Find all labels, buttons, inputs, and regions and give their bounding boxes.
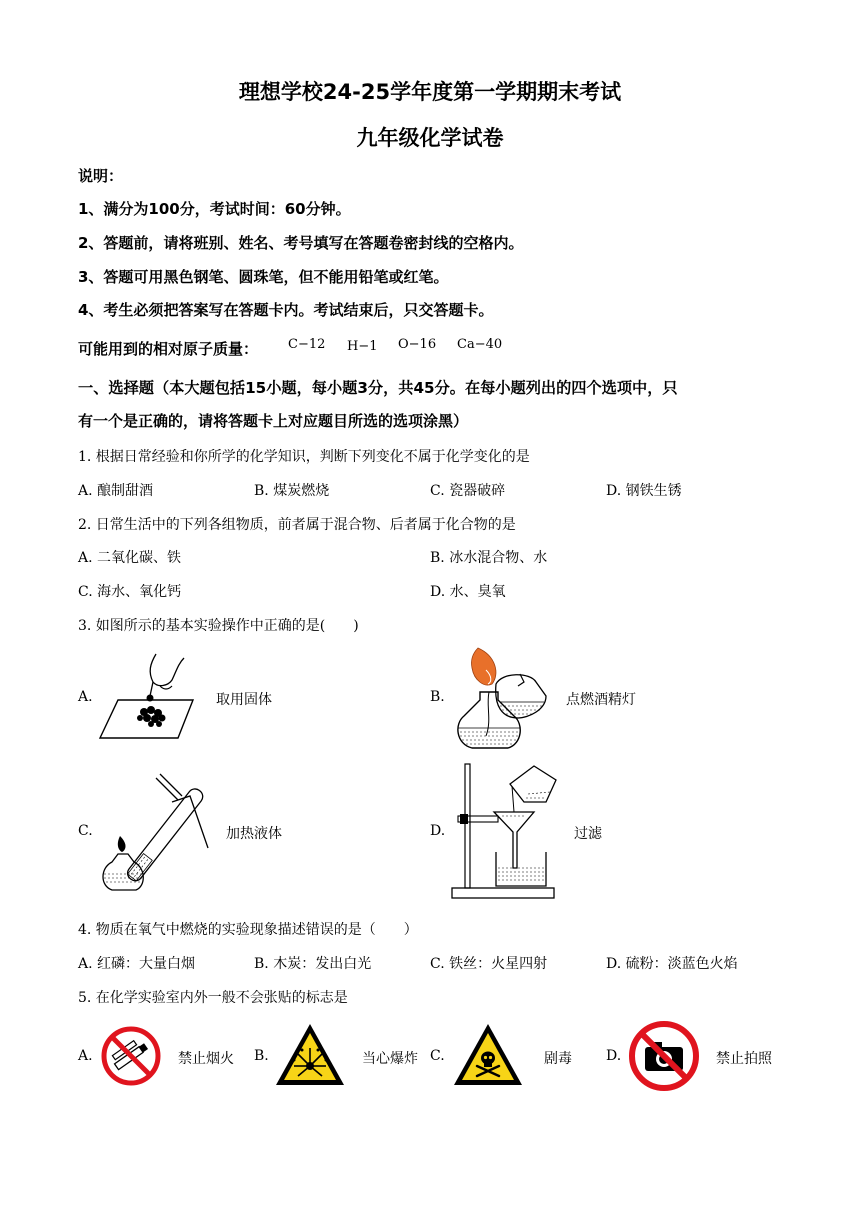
- heat-liquid-illustration: [98, 774, 212, 892]
- section1-heading-line2: 有一个是正确的，请将答题卡上对应题目所选的选项涂黑）: [78, 412, 469, 430]
- explosion-warning-sign-icon: [274, 1022, 346, 1088]
- atomic-mass-o: O−16: [398, 337, 437, 352]
- q3-caption-b: 点燃酒精灯: [566, 692, 636, 708]
- q1-option-d: D. 钢铁生锈: [606, 483, 682, 499]
- q3-stem: 3. 如图所示的基本实验操作中正确的是( ): [78, 618, 359, 634]
- q5-caption-d: 禁止拍照: [716, 1051, 772, 1067]
- section1-heading-line1: 一、选择题（本大题包括15小题，每小题3分，共45分。在每小题列出的四个选项中，只: [78, 379, 678, 397]
- q5-caption-b: 当心爆炸: [362, 1051, 418, 1067]
- q5-letter-c: C.: [430, 1048, 445, 1064]
- atomic-mass-h: H−1: [347, 339, 378, 354]
- alcohol-lamp-illustration: [448, 644, 558, 752]
- q1-option-a: A. 酿制甜酒: [78, 483, 154, 499]
- q3-letter-b: B.: [430, 689, 445, 705]
- exam-title: 理想学校24-25学年度第一学期期末考试: [238, 80, 622, 104]
- q4-option-d: D. 硫粉：淡蓝色火焰: [606, 956, 738, 972]
- q5-letter-b: B.: [254, 1048, 269, 1064]
- q3-caption-a: 取用固体: [216, 692, 272, 708]
- q3-letter-a: A.: [78, 689, 93, 705]
- q2-option-d: D. 水、臭氧: [430, 584, 506, 600]
- no-smoking-sign-icon: [100, 1025, 162, 1087]
- q5-letter-a: A.: [78, 1048, 93, 1064]
- filtration-illustration: [450, 760, 562, 900]
- q3-caption-d: 过滤: [574, 826, 602, 842]
- q4-option-b: B. 木炭：发出白光: [254, 956, 372, 972]
- no-photography-sign-icon: [628, 1020, 700, 1092]
- q3-letter-d: D.: [430, 823, 446, 839]
- q5-stem: 5. 在化学实验室内外一般不会张贴的标志是: [78, 990, 348, 1006]
- q1-option-c: C. 瓷器破碎: [430, 483, 506, 499]
- instructions-heading: 说明：: [78, 167, 124, 185]
- q2-option-a: A. 二氧化碳、铁: [78, 550, 182, 566]
- instruction-item: 2、答题前，请将班别、姓名、考号填写在答题卷密封线的空格内。: [78, 234, 524, 252]
- q4-stem: 4. 物质在氧气中燃烧的实验现象描述错误的是（ ）: [78, 922, 418, 938]
- q2-option-c: C. 海水、氧化钙: [78, 584, 182, 600]
- q4-option-a: A. 红磷：大量白烟: [78, 956, 196, 972]
- instruction-item: 4、考生必须把答案写在答题卡内。考试结束后，只交答题卡。: [78, 301, 494, 319]
- q3-letter-c: C.: [78, 823, 93, 839]
- q1-option-b: B. 煤炭燃烧: [254, 483, 330, 499]
- q2-option-b: B. 冰水混合物、水: [430, 550, 548, 566]
- q5-caption-c: 剧毒: [544, 1051, 572, 1067]
- take-solid-illustration: [98, 652, 194, 742]
- q5-letter-d: D.: [606, 1048, 622, 1064]
- instruction-item: 1、满分为100分，考试时间：60分钟。: [78, 200, 351, 218]
- atomic-mass-c: C−12: [288, 337, 326, 352]
- q3-caption-c: 加热液体: [226, 826, 282, 842]
- q1-stem: 1. 根据日常经验和你所学的化学知识，判断下列变化不属于化学变化的是: [78, 449, 530, 465]
- q5-caption-a: 禁止烟火: [178, 1051, 234, 1067]
- atomic-mass-label: 可能用到的相对原子质量：: [78, 340, 259, 358]
- q2-stem: 2. 日常生活中的下列各组物质，前者属于混合物、后者属于化合物的是: [78, 517, 516, 533]
- instruction-item: 3、答题可用黑色钢笔、圆珠笔，但不能用铅笔或红笔。: [78, 268, 449, 286]
- exam-subtitle: 九年级化学试卷: [356, 126, 504, 150]
- toxic-warning-sign-icon: [452, 1022, 524, 1088]
- atomic-mass-ca: Ca−40: [457, 337, 503, 352]
- q4-option-c: C. 铁丝：火星四射: [430, 956, 548, 972]
